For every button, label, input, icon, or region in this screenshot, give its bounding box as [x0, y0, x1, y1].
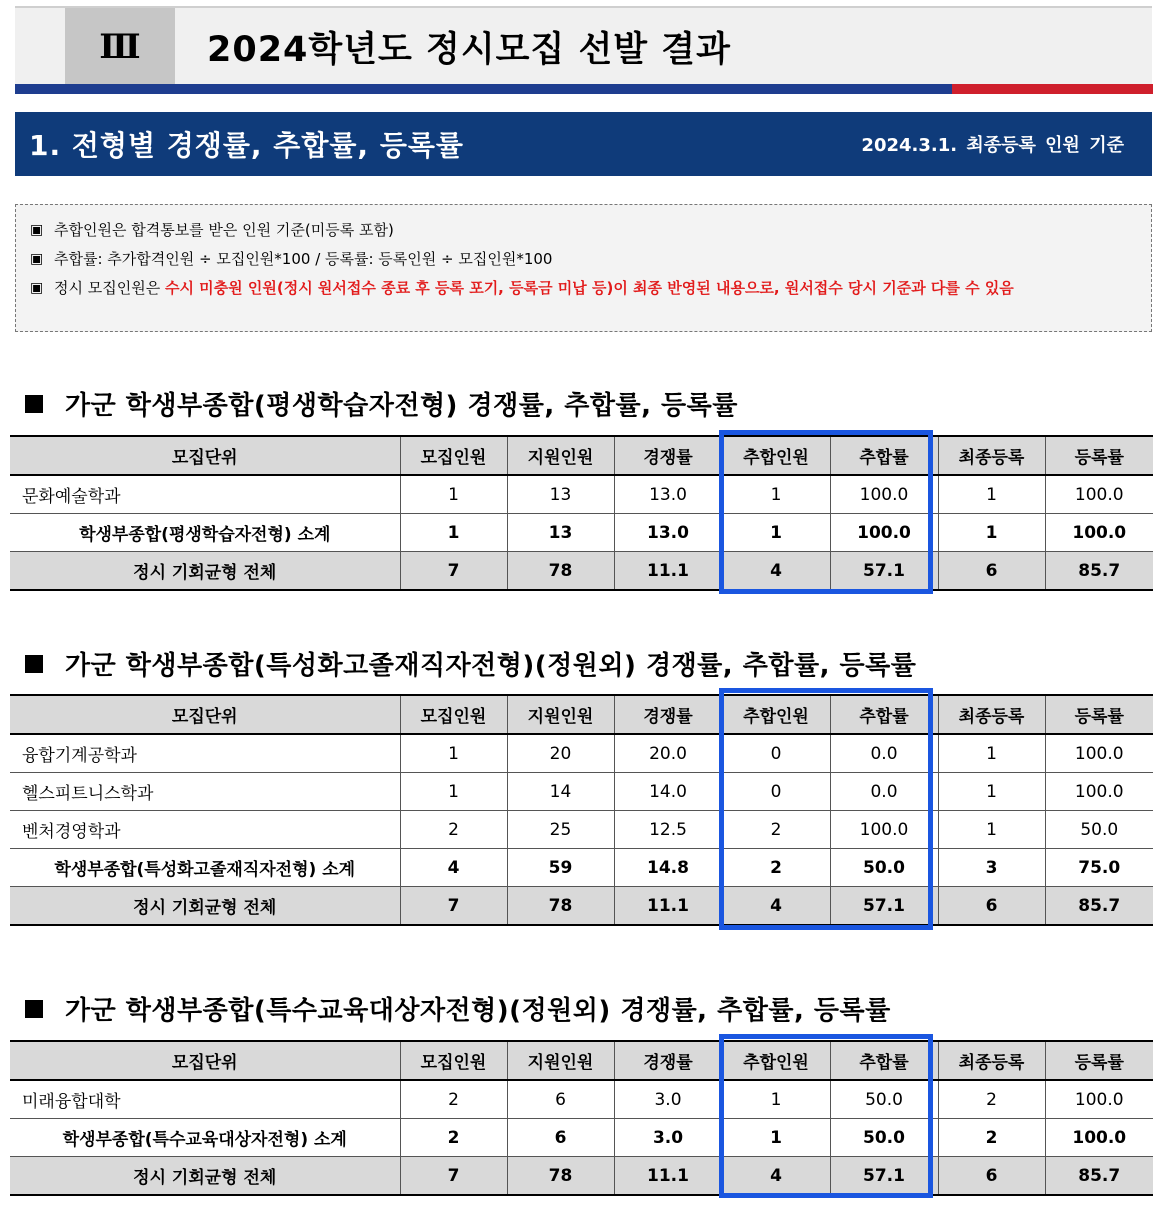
cell: 100.0	[830, 475, 938, 514]
cell: 1	[722, 475, 830, 514]
cell: 7	[400, 552, 507, 591]
table-1-title-text: 가군 학생부종합(평생학습자전형) 경쟁률, 추합률, 등록률	[65, 391, 738, 421]
col-header: 지원인원	[507, 436, 614, 475]
cell: 1	[938, 514, 1045, 552]
total-row	[10, 1157, 1153, 1196]
notice-line	[30, 278, 1137, 299]
cell: 14	[507, 773, 614, 811]
table-header-row	[10, 436, 1153, 475]
col-header: 등록률	[1045, 436, 1153, 475]
cell: 100.0	[1045, 475, 1153, 514]
cell: 13.0	[614, 514, 722, 552]
cell: 2	[938, 1080, 1045, 1119]
cell: 학생부종합(특수교육대상자전형) 소계	[10, 1119, 400, 1157]
square-bullet-icon	[25, 395, 43, 413]
notice-emphasis: 수시 미충원 인원(정시 원서접수 종료 후 등록 포기, 등록금 미납 등)이 최종 반영된 내용으로, 원서접수 당시 기준과 다를 수 있음	[164, 279, 1014, 297]
col-header: 모집인원	[400, 436, 507, 475]
table-3-title	[25, 990, 891, 1027]
section-banner	[15, 112, 1152, 176]
cell: 0.0	[830, 734, 938, 773]
cell: 문화예술학과	[10, 475, 400, 514]
cell: 4	[400, 849, 507, 887]
cell: 100.0	[1045, 1119, 1153, 1157]
col-header: 경쟁률	[614, 436, 722, 475]
col-header: 모집단위	[10, 436, 400, 475]
cell: 2	[722, 849, 830, 887]
section-date: 2024.3.1. 최종등록 인원 기준	[861, 135, 1124, 156]
subtotal-row	[10, 514, 1153, 552]
notice-text: 추합인원은 합격통보를 받은 인원 기준(미등록 포함)	[54, 221, 394, 239]
table-header-row	[10, 695, 1153, 734]
cell: 100.0	[830, 514, 938, 552]
cell: 정시 기회균형 전체	[10, 552, 400, 591]
cell: 2	[938, 1119, 1045, 1157]
cell: 78	[507, 1157, 614, 1196]
col-header: 등록률	[1045, 695, 1153, 734]
cell: 7	[400, 887, 507, 926]
notice-line	[30, 249, 1137, 270]
col-header: 지원인원	[507, 695, 614, 734]
cell: 7	[400, 1157, 507, 1196]
cell: 4	[722, 887, 830, 926]
total-row	[10, 552, 1153, 591]
col-header: 모집단위	[10, 695, 400, 734]
col-header: 경쟁률	[614, 1041, 722, 1080]
cell: 융합기계공학과	[10, 734, 400, 773]
col-header: 모집인원	[400, 1041, 507, 1080]
cell: 2	[722, 811, 830, 849]
cell: 정시 기회균형 전체	[10, 1157, 400, 1196]
cell: 14.0	[614, 773, 722, 811]
cell: 59	[507, 849, 614, 887]
cell: 12.5	[614, 811, 722, 849]
cell: 0.0	[830, 773, 938, 811]
col-header: 모집인원	[400, 695, 507, 734]
cell: 1	[938, 811, 1045, 849]
col-header: 추합인원	[722, 1041, 830, 1080]
cell: 75.0	[1045, 849, 1153, 887]
cell: 20	[507, 734, 614, 773]
cell: 1	[722, 1080, 830, 1119]
cell: 3.0	[614, 1119, 722, 1157]
col-header: 등록률	[1045, 1041, 1153, 1080]
cell: 50.0	[1045, 811, 1153, 849]
cell: 4	[722, 552, 830, 591]
col-header: 추합인원	[722, 695, 830, 734]
cell: 20.0	[614, 734, 722, 773]
subtotal-row	[10, 1119, 1153, 1157]
notice-bullet-icon: ▣	[30, 280, 44, 296]
cell: 25	[507, 811, 614, 849]
cell: 57.1	[830, 552, 938, 591]
notice-text: 정시 모집인원은	[54, 279, 165, 297]
cell: 85.7	[1045, 1157, 1153, 1196]
table-1	[10, 435, 1153, 591]
cell: 미래융합대학	[10, 1080, 400, 1119]
cell: 3	[938, 849, 1045, 887]
cell: 1	[722, 514, 830, 552]
col-header: 최종등록	[938, 436, 1045, 475]
cell: 50.0	[830, 1119, 938, 1157]
table-header-row	[10, 1041, 1153, 1080]
cell: 3.0	[614, 1080, 722, 1119]
cell: 0	[722, 773, 830, 811]
cell: 78	[507, 887, 614, 926]
cell: 57.1	[830, 887, 938, 926]
cell: 1	[400, 514, 507, 552]
cell: 85.7	[1045, 552, 1153, 591]
cell: 2	[400, 811, 507, 849]
notice-bullet-icon: ▣	[30, 251, 44, 267]
cell: 50.0	[830, 849, 938, 887]
cell: 100.0	[1045, 514, 1153, 552]
cell: 13	[507, 514, 614, 552]
square-bullet-icon	[25, 1000, 43, 1018]
cell: 1	[400, 773, 507, 811]
cell: 6	[938, 1157, 1045, 1196]
cell: 2	[400, 1119, 507, 1157]
cell: 14.8	[614, 849, 722, 887]
cell: 6	[507, 1080, 614, 1119]
cell: 100.0	[1045, 773, 1153, 811]
cell: 11.1	[614, 1157, 722, 1196]
table-row	[10, 1080, 1153, 1119]
table-1-title	[25, 385, 738, 422]
table-3-title-text: 가군 학생부종합(특수교육대상자전형)(정원외) 경쟁률, 추합률, 등록률	[65, 996, 891, 1026]
square-bullet-icon	[25, 655, 43, 673]
notice-line	[30, 220, 1137, 241]
cell: 100.0	[1045, 1080, 1153, 1119]
col-header: 추합률	[830, 436, 938, 475]
cell: 85.7	[1045, 887, 1153, 926]
col-header: 지원인원	[507, 1041, 614, 1080]
col-header: 추합률	[830, 1041, 938, 1080]
table-row	[10, 811, 1153, 849]
cell: 학생부종합(평생학습자전형) 소계	[10, 514, 400, 552]
cell: 0	[722, 734, 830, 773]
table-2	[10, 694, 1153, 926]
cell: 헬스피트니스학과	[10, 773, 400, 811]
col-header: 경쟁률	[614, 695, 722, 734]
cell: 1	[938, 734, 1045, 773]
cell: 6	[938, 552, 1045, 591]
cell: 4	[722, 1157, 830, 1196]
cell: 6	[938, 887, 1045, 926]
subtotal-row	[10, 849, 1153, 887]
cell: 벤처경영학과	[10, 811, 400, 849]
cell: 11.1	[614, 552, 722, 591]
section-title: 1. 전형별 경쟁률, 추합률, 등록률	[29, 129, 464, 162]
cell: 6	[507, 1119, 614, 1157]
cell: 100.0	[1045, 734, 1153, 773]
cell: 1	[938, 773, 1045, 811]
header-stripe-blue	[15, 84, 952, 94]
col-header: 최종등록	[938, 695, 1045, 734]
header-stripe-red	[952, 84, 1153, 94]
cell: 학생부종합(특성화고졸재직자전형) 소계	[10, 849, 400, 887]
col-header: 추합인원	[722, 436, 830, 475]
chapter-header	[15, 6, 1152, 86]
total-row	[10, 887, 1153, 926]
cell: 정시 기회균형 전체	[10, 887, 400, 926]
chapter-title: 2024학년도 정시모집 선발 결과	[207, 30, 731, 70]
cell: 1	[400, 475, 507, 514]
cell: 57.1	[830, 1157, 938, 1196]
col-header: 모집단위	[10, 1041, 400, 1080]
cell: 13.0	[614, 475, 722, 514]
table-row	[10, 773, 1153, 811]
chapter-number: Ⅲ	[65, 8, 175, 86]
table-2-title-text: 가군 학생부종합(특성화고졸재직자전형)(정원외) 경쟁률, 추합률, 등록률	[65, 651, 917, 681]
cell: 13	[507, 475, 614, 514]
cell: 1	[722, 1119, 830, 1157]
cell: 11.1	[614, 887, 722, 926]
cell: 100.0	[830, 811, 938, 849]
cell: 1	[938, 475, 1045, 514]
cell: 2	[400, 1080, 507, 1119]
table-row	[10, 475, 1153, 514]
table-3	[10, 1040, 1153, 1196]
cell: 78	[507, 552, 614, 591]
notice-text: 추합률: 추가합격인원 ÷ 모집인원*100 / 등록률: 등록인원 ÷ 모집인원*100	[54, 250, 553, 268]
cell: 1	[400, 734, 507, 773]
cell: 50.0	[830, 1080, 938, 1119]
table-row	[10, 734, 1153, 773]
notice-box	[15, 204, 1152, 332]
notice-bullet-icon: ▣	[30, 222, 44, 238]
table-2-title	[25, 645, 916, 682]
col-header: 추합률	[830, 695, 938, 734]
col-header: 최종등록	[938, 1041, 1045, 1080]
